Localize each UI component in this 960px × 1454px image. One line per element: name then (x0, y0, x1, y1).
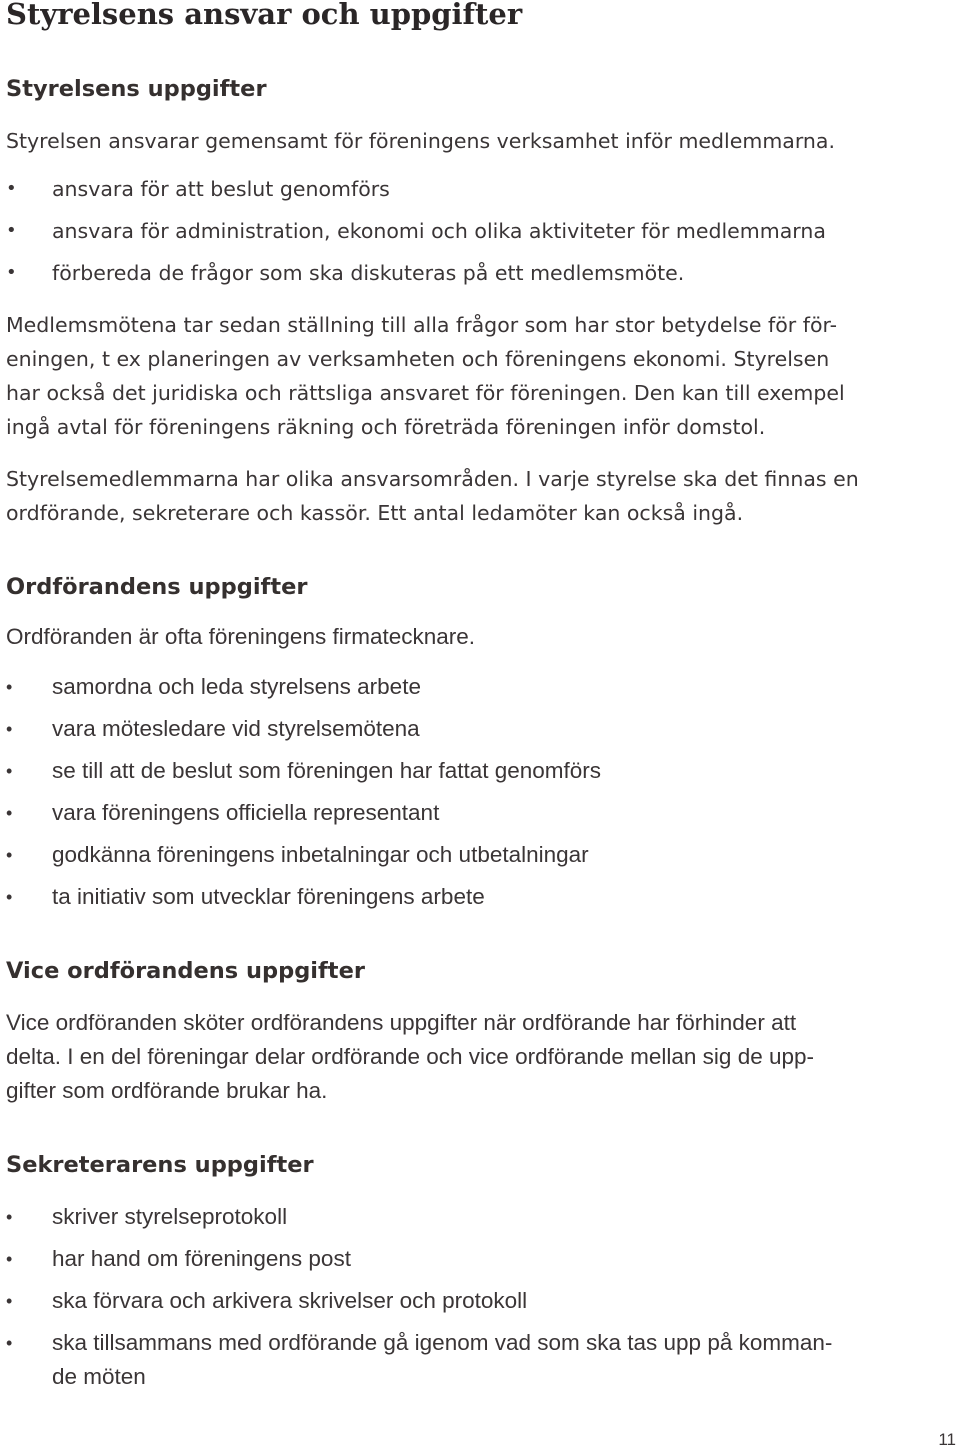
heading-ordforandens-uppgifter: Ordförandens uppgifter (6, 574, 308, 600)
sekreterare-bullet-list (6, 1196, 942, 1394)
list-item: • ansvara för att beslut genomförs (6, 168, 826, 210)
list-item: • skriver styrelseprotokoll (6, 1196, 942, 1238)
list-item: • förbereda de frågor som ska diskuteras på ett medlemsmöte. (6, 252, 826, 294)
bullet-icon: • (6, 803, 13, 823)
styrelsens-intro: Styrelsen ansvarar gemensamt för föreningens verksamhet inför medlemmarna. (6, 129, 835, 153)
list-item: • har hand om föreningens post (6, 1238, 942, 1280)
bullet-icon: • (6, 1207, 13, 1227)
styrelsens-paragraph-1-line-4: ingå avtal för föreningens räkning och företräda föreningen inför domstol. (6, 415, 766, 439)
bullet-icon: • (6, 178, 17, 199)
vice-paragraph-line-3: gifter som ordförande brukar ha. (6, 1078, 328, 1103)
bullet-icon: • (6, 887, 13, 907)
styrelsens-paragraph-1-line-2: eningen, t ex planeringen av verksamheten och föreningens ekonomi. Styrelsen (6, 347, 830, 371)
vice-paragraph-line-2: delta. I en del föreningar delar ordförande och vice ordförande mellan sig de upp- (6, 1044, 815, 1069)
styrelsens-paragraph-2-line-2: ordförande, sekreterare och kassör. Ett antal ledamöter kan också ingå. (6, 501, 744, 525)
vice-paragraph-line-1: Vice ordföranden sköter ordförandens uppgifter när ordförande har förhinder att (6, 1010, 797, 1035)
styrelsens-bullet-list (6, 168, 826, 294)
list-item: • ansvara för administration, ekonomi och olika aktiviteter för medlemmarna (6, 210, 826, 252)
list-item: • vara mötesledare vid styrelsemötena (6, 708, 601, 750)
heading-styrelsens-uppgifter: Styrelsens uppgifter (6, 76, 267, 102)
list-item: • ta initiativ som utvecklar föreningens arbete (6, 876, 601, 918)
heading-vice-ordforandens-uppgifter: Vice ordförandens uppgifter (6, 958, 365, 984)
styrelsens-paragraph-1-line-1: Medlemsmötena tar sedan ställning till alla frågor som har stor betydelse för för- (6, 313, 838, 337)
ordforande-bullet-list (6, 666, 601, 918)
bullet-icon: • (6, 761, 13, 781)
list-item: • samordna och leda styrelsens arbete (6, 666, 601, 708)
list-item: • ska tillsammans med ordförande gå igenom vad som ska tas upp på komman- de möten (6, 1322, 942, 1394)
bullet-icon: • (6, 719, 13, 739)
list-item: • ska förvara och arkivera skrivelser och protokoll (6, 1280, 942, 1322)
bullet-icon: • (6, 677, 13, 697)
page-number: 11 (938, 1430, 956, 1449)
bullet-icon: • (6, 1333, 13, 1353)
page-title: Styrelsens ansvar och uppgifter (6, 0, 523, 31)
bullet-icon: • (6, 1291, 13, 1311)
bullet-icon: • (6, 262, 17, 283)
heading-sekreterarens-uppgifter: Sekreterarens uppgifter (6, 1152, 314, 1178)
list-item: • godkänna föreningens inbetalningar och utbetalningar (6, 834, 601, 876)
list-item: • vara föreningens officiella representant (6, 792, 601, 834)
styrelsens-paragraph-1-line-3: har också det juridiska och rättsliga ansvaret för föreningen. Den kan till exempel (6, 381, 845, 405)
styrelsens-paragraph-2-line-1: Styrelsemedlemmarna har olika ansvarsområden. I varje styrelse ska det finnas en (6, 467, 859, 491)
bullet-icon: • (6, 1249, 13, 1269)
list-item: • se till att de beslut som föreningen har fattat genomförs (6, 750, 601, 792)
ordforande-intro: Ordföranden är ofta föreningens firmatecknare. (6, 624, 476, 649)
bullet-icon: • (6, 845, 13, 865)
bullet-icon: • (6, 220, 17, 241)
